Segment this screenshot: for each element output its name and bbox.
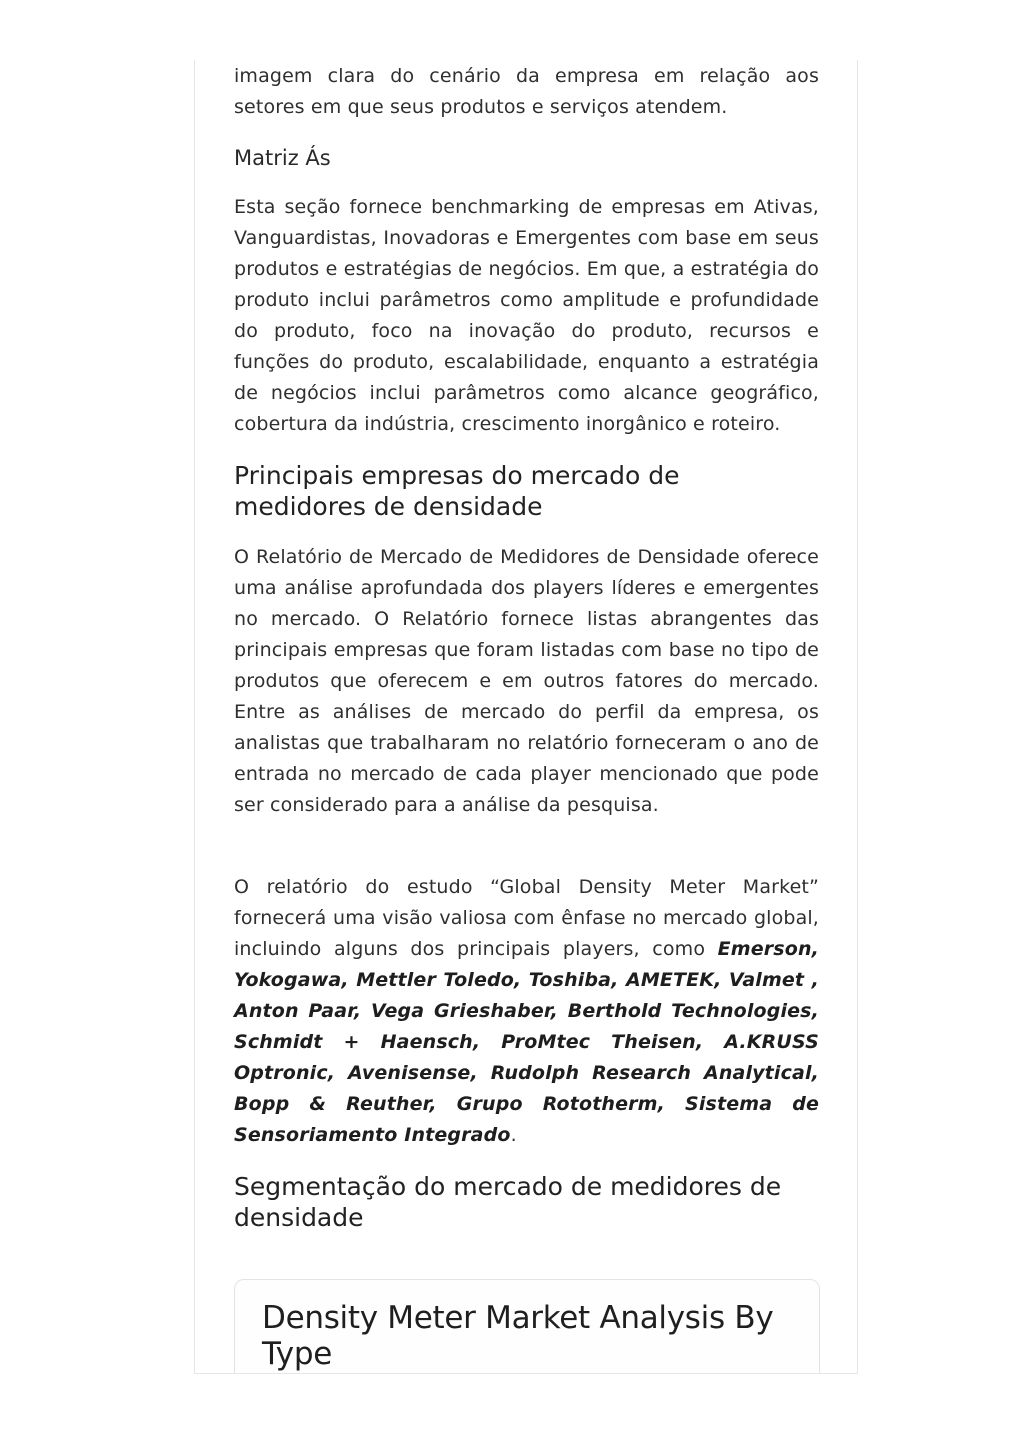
- segmentation-heading: Segmentação do mercado de medidores de densidade: [234, 1172, 782, 1232]
- analysis-card: [234, 1279, 820, 1374]
- players-list: Emerson, Yokogawa, Mettler Toledo, Toshiba, AMETEK, Valmet , Anton Paar, Vega Grieshaber, Berthold Technologies, Schmidt + Haensch, ProMtec Theisen, A.KRUSS Optronic, Avenisense, Rudolph Research Analytical, Bopp & Reuther, Grupo Rototherm, Sistema de Sensoriamento Integrado: [234, 938, 819, 1146]
- key-players-heading: Principais empresas do mercado de medidores de densidade: [234, 461, 680, 521]
- matrix-heading: Matriz Ás: [234, 146, 331, 170]
- intro-paragraph-tail: imagem clara do cenário da empresa em relação aos setores em que seus produtos e serviços atendem.: [234, 65, 819, 118]
- document-page: [194, 60, 858, 1374]
- paragraph-2-lead: O relatório do estudo “Global Density Meter Market” fornecerá uma visão valiosa com ênfase no mercado global, incluindo alguns dos principais players, como: [234, 876, 819, 960]
- key-players-paragraph-1: O Relatório de Mercado de Medidores de Densidade oferece uma análise aprofundada dos players líderes e emergentes no mercado. O Relatório fornece listas abrangentes das principais empresas que foram listadas com base no tipo de produtos que oferecem e em outros fatores do mercado. Entre as análises de mercado do perfil da empresa, os analistas que trabalharam no relatório forneceram o ano de entrada no mercado de cada player mencionado que pode ser considerado para a análise da pesquisa.: [234, 546, 819, 816]
- card-title: Density Meter Market Analysis By Type: [262, 1300, 774, 1372]
- matrix-paragraph: Esta seção fornece benchmarking de empresas em Ativas, Vanguardistas, Inovadoras e Emergentes com base em seus produtos e estratégias de negócios. Em que, a estratégia do produto inclui parâmetros como amplitude e profundidade do produto, foco na inovação do produto, recursos e funções do produto, escalabilidade, enquanto a estratégia de negócios inclui parâmetros como alcance geográfico, cobertura da indústria, crescimento inorgânico e roteiro.: [234, 196, 819, 435]
- key-players-paragraph-2: [234, 872, 819, 1151]
- paragraph-2-end: .: [510, 1124, 517, 1146]
